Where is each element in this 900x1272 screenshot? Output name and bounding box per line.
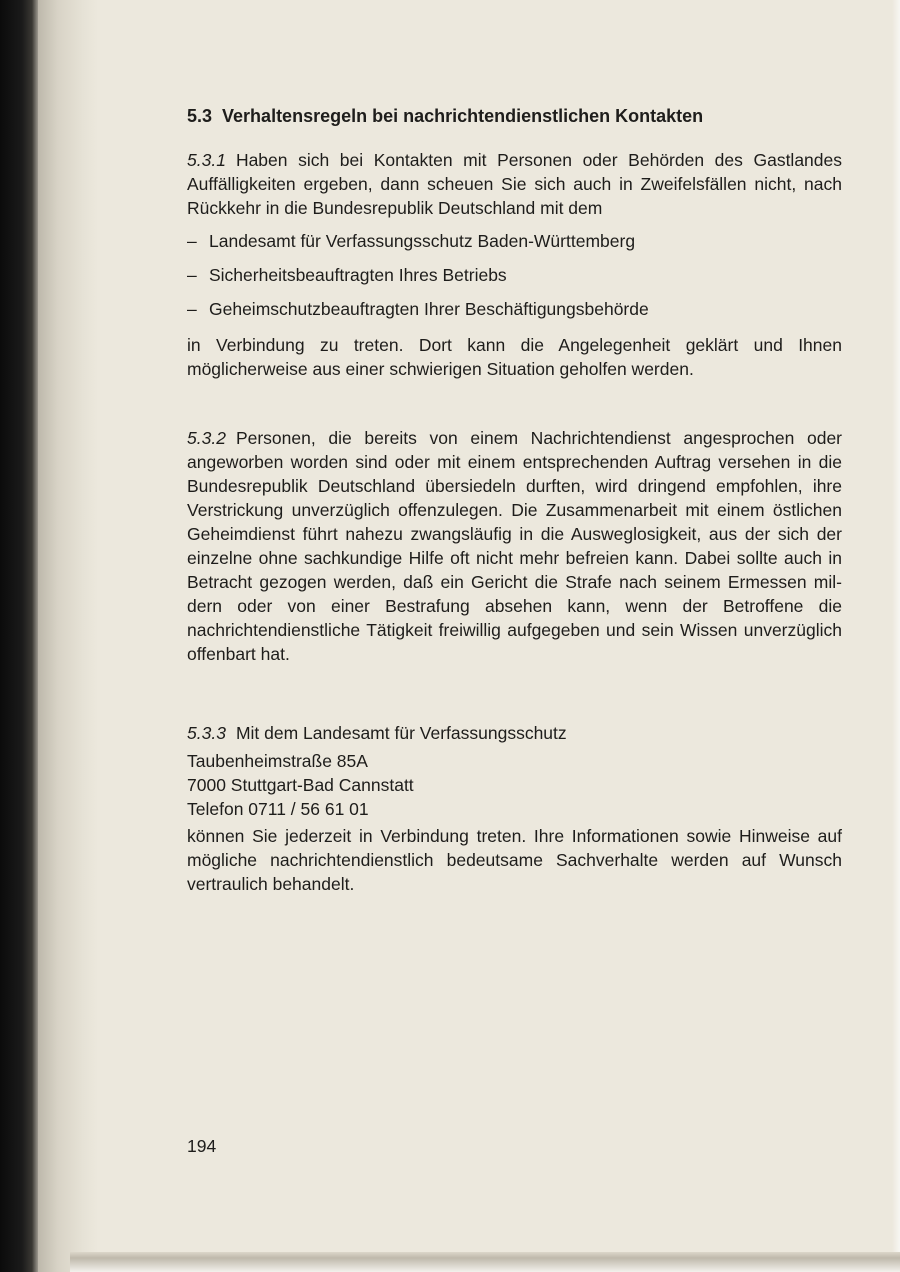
paragraph-5-3-1 [187,148,842,220]
list-item-geheimschutzbeauftragter [187,297,842,321]
paragraph-5-3-1-text: Haben sich bei Kontakten mit Personen oder Behörden des Gastlandes Auffälligkeiten ergeben, dann scheuen Sie sich auch in Zweifelsfällen nicht, nach Rückkehr in die Bundesrepublik Deutschland mit dem [187,150,842,218]
paragraph-5-3-3-closing: können Sie jederzeit in Verbindung treten. Ihre Informationen sowie Hinweise auf mögliche nachrichtendienstlich bedeutsame Sachverhalte werden auf Wunsch vertraulich behandelt. [187,826,842,894]
paragraph-5-3-3-intro-text: Mit dem Landesamt für Verfassungsschutz [235,723,567,743]
list-item-text: Sicherheitsbeauftragten Ihres Betriebs [209,265,507,285]
page-gutter-shadow [38,0,98,1272]
section-heading [187,103,703,129]
list-item-sicherheitsbeauftragter [187,263,842,287]
section-number: 5.3 [187,106,213,126]
paragraph-number-5-3-1: 5.3.1 [187,150,226,170]
book-binding [0,0,38,1272]
list-dash: – [187,299,197,319]
list-item-landesamt [187,229,842,253]
paragraph-5-3-2 [187,426,842,666]
paragraph-number-5-3-2: 5.3.2 [187,428,226,448]
list-item-text: Landesamt für Verfassungsschutz Baden-Württemberg [209,231,636,251]
paragraph-number-5-3-3: 5.3.3 [187,723,226,743]
page-bottom-edge [70,1252,900,1272]
page-right-edge [892,0,900,1272]
paragraph-5-3-2-text: Personen, die bereits von einem Nachrichtendienst angesprochen oder angeworben worden sind oder mit einem entsprechenden Auftrag versehen in die Bundesrepublik Deutschland übersiedeln durften, wird dringend empfohlen, ihre Verstrickung unverzüglich offenzulegen. Die Zusammenarbeit mit einem östlichen Geheimdienst führt nahezu zwangsläufig in die Ausweglosigkeit, aus der sich der einzelne ohne sachkundige Hilfe oft nicht mehr befreien kann. Dabei sollte auch in Betracht gezogen werden, daß ein Gericht die Strafe nach seinem Ermessen mildern oder von einer Bestrafung absehen kann, wenn der Betroffene die nachrichtendienstliche Tätigkeit freiwillig aufgegeben und sein Wissen unverzüglich offenbart hat. [187,428,842,664]
list-dash: – [187,231,197,251]
page-number: 194 [187,1136,217,1156]
address-phone: Telefon 0711 / 56 61 01 [187,799,369,819]
list-item-text: Geheimschutzbeauftragten Ihrer Beschäftigungsbehörde [209,299,649,319]
section-title: Verhaltensregeln bei nachrichtendienstlichen Kontakten [222,106,704,126]
address-street: Taubenheimstraße 85A [187,751,368,771]
address-city: 7000 Stuttgart-Bad Cannstatt [187,775,414,795]
paragraph-5-3-1-closing: in Verbindung zu treten. Dort kann die Angelegenheit geklärt und Ihnen möglicherweise aus einer schwierigen Situation geholfen werden. [187,335,842,379]
list-dash: – [187,265,197,285]
paragraph-5-3-3-intro [187,721,842,745]
